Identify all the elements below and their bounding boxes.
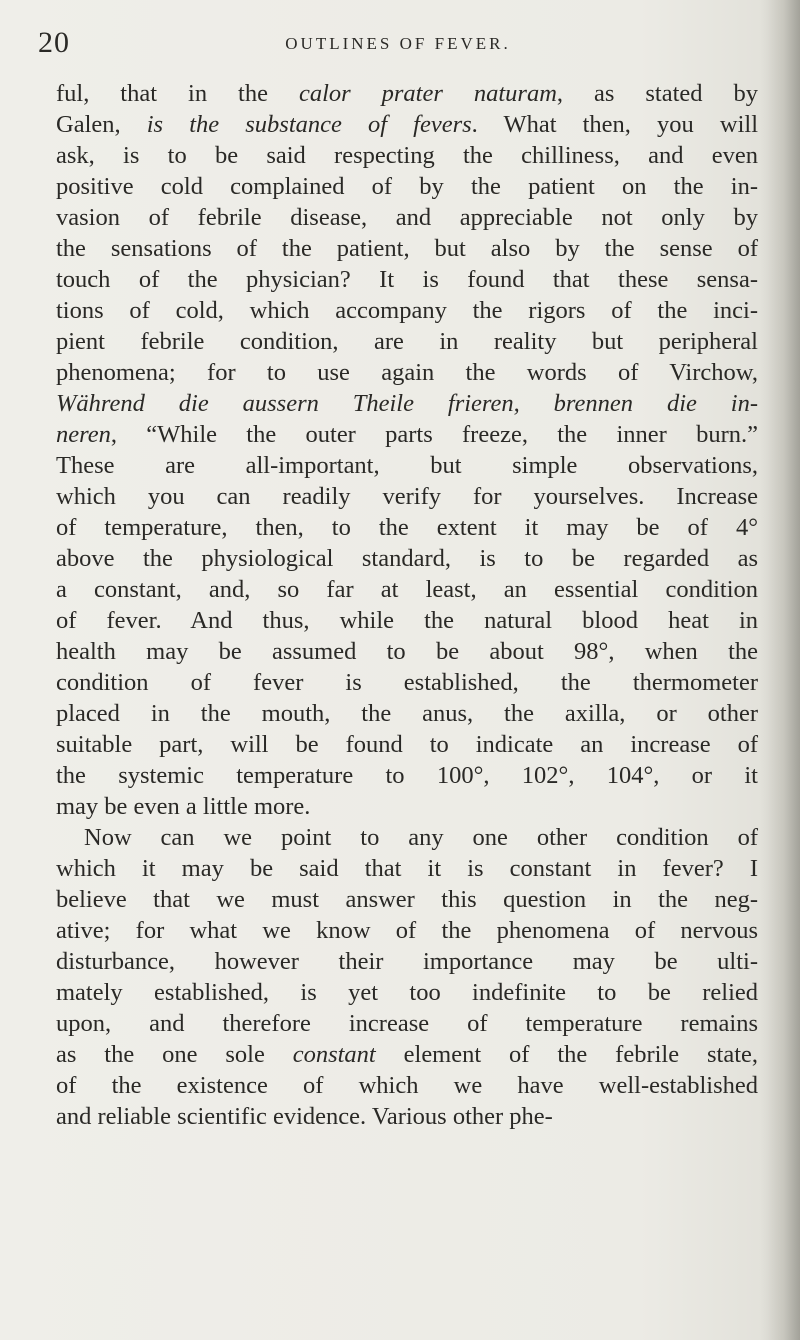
text-run: Galen, (56, 111, 147, 138)
text-run: Now can we point to any one other condition of (84, 824, 758, 851)
italic-text-run: Während die aussern Theile frieren, brennen die in- (56, 390, 758, 417)
text-line (56, 202, 758, 233)
text-run: and reliable scientific evidence. Various other phe- (56, 1103, 553, 1130)
italic-text-run: neren (56, 421, 111, 448)
text-line (56, 1008, 758, 1039)
text-line (56, 977, 758, 1008)
text-run: of temperature, then, to the extent it may be of 4° (56, 514, 758, 541)
text-run: the systemic temperature to 100°, 102°, 104°, or it (56, 762, 758, 789)
text-line (56, 1039, 758, 1070)
text-run: mately established, is yet too indefinite to be relied (56, 979, 758, 1006)
text-line (56, 729, 758, 760)
text-run: positive cold complained of by the patient on the in- (56, 173, 758, 200)
text-run: believe that we must answer this question in the neg- (56, 886, 758, 913)
text-line (56, 791, 758, 822)
italic-text-run: calor prater naturam (298, 80, 557, 107)
text-run: condition of fever is established, the thermometer (56, 669, 758, 696)
text-line (56, 512, 758, 543)
text-run: suitable part, will be found to indicate an increase of (56, 731, 758, 758)
body-text (56, 78, 758, 1132)
text-line (56, 760, 758, 791)
text-line (56, 419, 758, 450)
text-line (56, 605, 758, 636)
text-run: of the existence of which we have well-established (56, 1072, 758, 1099)
page-binding-shadow (760, 0, 800, 1340)
text-run: pient febrile condition, are in reality but peripheral (56, 328, 758, 355)
text-line (56, 853, 758, 884)
text-line (56, 388, 758, 419)
text-run: touch of the physician? It is found that these sensa- (56, 266, 758, 293)
text-run: of fever. And thus, while the natural blood heat in (56, 607, 758, 634)
text-run: health may be assumed to be about 98°, when the (56, 638, 758, 665)
text-line (56, 667, 758, 698)
text-line (56, 884, 758, 915)
text-run: as the one sole (56, 1041, 293, 1068)
text-run: disturbance, however their importance may be ulti- (56, 948, 758, 975)
text-line (56, 915, 758, 946)
text-run: element of the febrile state, (375, 1041, 758, 1068)
text-run: . What then, you will (471, 111, 759, 138)
text-line (56, 1070, 758, 1101)
running-title: OUTLINES OF FEVER. (285, 34, 511, 53)
italic-text-run: constant (292, 1041, 376, 1068)
text-run: upon, and therefore increase of temperature remains (56, 1010, 758, 1037)
italic-text-run: is the substance of fevers (146, 111, 472, 138)
text-run: which it may be said that it is constant in fever? I (56, 855, 758, 882)
text-line (56, 698, 758, 729)
text-run: ative; for what we know of the phenomena of nervous (56, 917, 758, 944)
text-run: tions of cold, which accompany the rigors of the inci- (56, 297, 758, 324)
text-line (56, 264, 758, 295)
text-line (56, 78, 758, 109)
text-line (56, 140, 758, 171)
text-run: , “While the outer parts freeze, the inner burn.” (110, 421, 758, 448)
text-line (56, 543, 758, 574)
text-line (56, 295, 758, 326)
text-line (56, 574, 758, 605)
text-line (56, 109, 758, 140)
text-run: which you can readily verify for yourselves. Increase (56, 483, 758, 510)
text-run: ask, is to be said respecting the chilliness, and even (56, 142, 758, 169)
text-run: , as stated by (556, 80, 758, 107)
text-run: the sensations of the patient, but also by the sense of (56, 235, 758, 262)
text-run: phenomena; for to use again the words of Virchow, (56, 359, 758, 386)
text-line (56, 636, 758, 667)
text-line (56, 357, 758, 388)
text-line (56, 326, 758, 357)
text-line (56, 481, 758, 512)
text-run: These are all-important, but simple observations, (56, 452, 758, 479)
text-run: may be even a little more. (56, 793, 311, 820)
text-line (56, 1101, 758, 1132)
text-run: vasion of febrile disease, and appreciable not only by (56, 204, 758, 231)
text-run: placed in the mouth, the anus, the axilla, or other (56, 700, 758, 727)
page-number: 20 (38, 26, 70, 59)
text-line (56, 946, 758, 977)
text-run: a constant, and, so far at least, an essential condition (56, 576, 758, 603)
text-run: ful, that in the (56, 80, 299, 107)
text-line (56, 822, 758, 853)
text-line (56, 233, 758, 264)
text-line (56, 171, 758, 202)
text-line (56, 450, 758, 481)
text-run: above the physiological standard, is to be regarded as (56, 545, 758, 572)
page-header (38, 26, 758, 66)
